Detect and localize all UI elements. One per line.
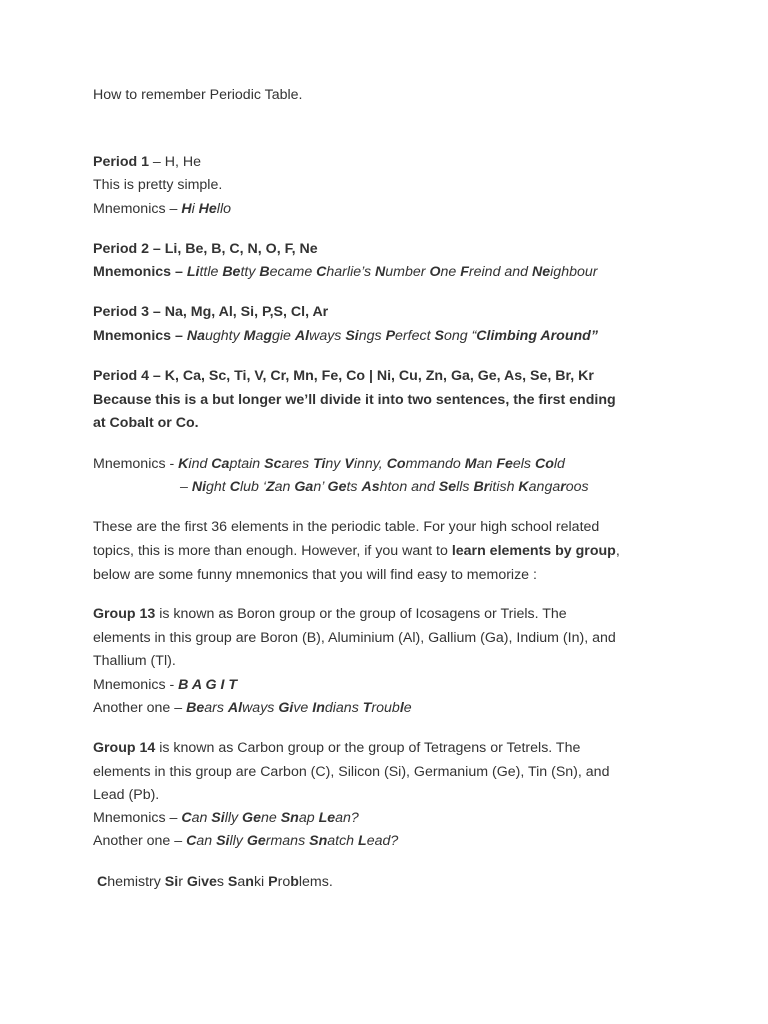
text-run: oos (565, 479, 589, 495)
period3-mnemonic-line (93, 327, 598, 345)
period1-mnemonic (181, 201, 231, 217)
text-run: itish (489, 479, 519, 495)
text-run: ro (277, 874, 291, 890)
period1-mnemonic-label: Mnemonics – (93, 201, 182, 217)
group13-heading: Group 13 (93, 606, 156, 622)
text-run: Al (294, 328, 310, 344)
period3-mnemonic-label: Mnemonics – (93, 328, 187, 344)
text-run: a (274, 479, 283, 495)
text-run: harlie’s (326, 264, 376, 280)
text-run: C (181, 810, 192, 826)
group13-line1 (93, 605, 567, 623)
text-run: erfect (395, 328, 435, 344)
text-run: Z (265, 479, 275, 495)
text-run: Co (386, 456, 406, 472)
text-run: a (255, 328, 264, 344)
period1-mnemonic-line (93, 200, 231, 218)
text-run: G (186, 874, 198, 890)
text-run: i (197, 874, 202, 890)
text-run: an (191, 810, 212, 826)
text-run: Ge (327, 479, 347, 495)
text-run: lems. (298, 874, 333, 890)
period1-heading: Period 1 (93, 154, 149, 170)
text-run: n (245, 874, 254, 890)
period2-mnemonic (187, 264, 598, 280)
text-run: lub ‘ (239, 479, 266, 495)
text-run: ways (309, 328, 346, 344)
text-run: ny (325, 456, 345, 472)
text-run: e (366, 833, 375, 849)
text-run: gie (272, 328, 295, 344)
closing-mnemonic (93, 873, 333, 891)
text-run: l (399, 700, 404, 716)
group14-another (186, 833, 398, 849)
text-run: V (344, 456, 354, 472)
text-run: ways (242, 700, 279, 716)
group14-line2: elements in this group are Carbon (C), Silicon (Si), Germanium (Ge), Tin (Sn), and (93, 764, 610, 780)
text-run: ld (553, 456, 565, 472)
text-run: lly (224, 810, 243, 826)
intro-line2-end: , (615, 543, 620, 559)
text-run: ad? (374, 833, 399, 849)
text-run: Si (211, 810, 225, 826)
text-run: As (361, 479, 380, 495)
text-run: n (282, 479, 295, 495)
text-run: Si (345, 328, 359, 344)
text-run: anga (528, 479, 561, 495)
text-run: K (518, 479, 529, 495)
group13-mnemonic: B A G I T (178, 677, 238, 693)
text-run: Ge (242, 810, 261, 826)
text-run: lly (229, 833, 247, 849)
period1-dash: – (148, 154, 165, 170)
text-run: Al (227, 700, 243, 716)
text-run: ttle (199, 264, 223, 280)
text-run: roub (371, 700, 400, 716)
text-run: Sn (309, 833, 328, 849)
text-run: umber (385, 264, 430, 280)
group14-mnemonic-line (93, 809, 359, 827)
text-run: S (434, 328, 444, 344)
period4-mnemonic-line2 (93, 478, 589, 496)
text-run: S (227, 874, 238, 890)
text-run: Le (318, 810, 336, 826)
text-run: T (362, 700, 372, 716)
text-run: Co (534, 456, 554, 472)
group13-line3: Thallium (Tl). (93, 653, 176, 669)
text-run: inny, (353, 456, 387, 472)
text-run: Ne (532, 264, 551, 280)
text-run: Ni (191, 479, 207, 495)
text-run: ne (440, 264, 461, 280)
period1-heading-line (93, 153, 201, 171)
group13-another-label: Another one – (93, 700, 187, 716)
text-run: an (476, 456, 497, 472)
text-run: tty (240, 264, 260, 280)
group14-line1 (93, 739, 580, 757)
text-run: ngs (358, 328, 386, 344)
text-run: mmando (405, 456, 465, 472)
group14-line1-rest: is known as Carbon group or the group of Tetragens or Tetrels. The (155, 740, 581, 756)
text-run: M (243, 328, 256, 344)
period4-mnemonic-label: Mnemonics - (93, 456, 179, 472)
period4-note-line1: Because this is a but longer we’ll divide it into two sentences, the first ending (93, 392, 616, 408)
text-run: b (290, 874, 299, 890)
text-run: n’ (313, 479, 328, 495)
period1-note: This is pretty simple. (93, 177, 223, 193)
text-run: ts (346, 479, 362, 495)
text-run: i (191, 201, 199, 217)
text-run: dians (324, 700, 363, 716)
period4-mnemonic-line1 (93, 455, 565, 473)
text-run: Ca (211, 456, 230, 472)
period2-mnemonic-label: Mnemonics – (93, 264, 187, 280)
group14-heading: Group 14 (93, 740, 156, 756)
period2-heading: Period 2 – Li, Be, B, C, N, O, F, Ne (93, 241, 318, 257)
group14-line3: Lead (Pb). (93, 787, 160, 803)
text-run: Na (186, 328, 205, 344)
text-run: Li (186, 264, 200, 280)
group13-mnemonic-line (93, 676, 237, 694)
group14-mnemonic (181, 810, 359, 826)
text-run: L (358, 833, 367, 849)
text-run: Ti (313, 456, 326, 472)
text-run: Si (164, 874, 179, 890)
text-run: He (198, 201, 217, 217)
text-run: imbing Around” (490, 328, 598, 344)
intro-line2-bold: learn elements by group (451, 543, 616, 559)
text-run: B (186, 700, 197, 716)
text-run: B (259, 264, 270, 280)
period4-mnemonic2 (180, 479, 589, 495)
text-run: s (216, 874, 228, 890)
text-run: Si (216, 833, 230, 849)
text-run: atch (327, 833, 359, 849)
text-run: N (375, 264, 386, 280)
text-run: Sn (280, 810, 299, 826)
document-title: How to remember Periodic Table. (93, 87, 303, 103)
text-run: ve (293, 700, 313, 716)
group13-another (186, 700, 412, 716)
text-run: ars (204, 700, 228, 716)
text-run: Cl (476, 328, 491, 344)
text-run: F (460, 264, 469, 280)
text-run: e (196, 700, 205, 716)
closing-mnemonic-text (97, 874, 333, 890)
text-run: hemistry (107, 874, 165, 890)
group13-mnemonic-label: Mnemonics - (93, 677, 179, 693)
text-run: ki (253, 874, 269, 890)
text-run: C (229, 479, 240, 495)
intro-line1: These are the first 36 elements in the periodic table. For your high school related (93, 519, 600, 535)
group14-another-label: Another one – (93, 833, 187, 849)
text-run: C (186, 833, 197, 849)
text-run: Se (438, 479, 457, 495)
text-run: ughty (204, 328, 244, 344)
group14-mnemonic-label: Mnemonics – (93, 810, 182, 826)
text-run: els (512, 456, 535, 472)
text-run: ecame (269, 264, 317, 280)
text-run: g (263, 328, 273, 344)
intro-line2-text: topics, this is more than enough. However, if you want to (93, 543, 452, 559)
text-run: an (196, 833, 217, 849)
text-run: Ga (294, 479, 314, 495)
group14-another-line (93, 832, 398, 850)
period3-mnemonic (187, 328, 598, 344)
text-run: i (188, 456, 192, 472)
group13-line2: elements in this group are Boron (B), Aluminium (Al), Gallium (Ga), Indium (In), and (93, 630, 616, 646)
period4-mnemonic1 (178, 456, 565, 472)
text-run: i (289, 700, 294, 716)
text-run: ap (298, 810, 319, 826)
text-run: C (97, 874, 108, 890)
text-run: r (560, 479, 566, 495)
text-run: Br (473, 479, 490, 495)
text-run: hton and (379, 479, 439, 495)
text-run: r (178, 874, 187, 890)
period1-elements: H, He (164, 154, 202, 170)
text-run: G (278, 700, 290, 716)
text-run: P (385, 328, 396, 344)
text-run: e (403, 700, 412, 716)
text-run: Sc (264, 456, 282, 472)
text-run: an? (335, 810, 359, 826)
text-run: In (312, 700, 325, 716)
text-run: K (178, 456, 189, 472)
text-run: ong “ (443, 328, 477, 344)
period3-heading: Period 3 – Na, Mg, Al, Si, P,S, Cl, Ar (93, 304, 329, 320)
text-run: reind and (468, 264, 533, 280)
text-run: Fe (496, 456, 513, 472)
text-run: nd (191, 456, 212, 472)
group13-another-line (93, 699, 412, 717)
text-run: H (181, 201, 192, 217)
text-run: ne (260, 810, 281, 826)
text-run: ve (201, 874, 217, 890)
intro-line3: below are some funny mnemonics that you will find easy to memorize : (93, 567, 537, 583)
text-run: Be (222, 264, 241, 280)
text-run: ght (206, 479, 230, 495)
text-run: M (464, 456, 477, 472)
period4-note-line2: at Cobalt or Co. (93, 415, 199, 431)
text-run: C (316, 264, 327, 280)
text-run: P (268, 874, 278, 890)
intro-line2 (93, 542, 620, 560)
text-run: ptain (229, 456, 265, 472)
text-run: rmans (265, 833, 310, 849)
period4-heading: Period 4 – K, Ca, Sc, Ti, V, Cr, Mn, Fe, Co | Ni, Cu, Zn, Ga, Ge, As, Se, Br, Kr (93, 368, 594, 384)
text-run: O (429, 264, 441, 280)
text-run: llo (216, 201, 231, 217)
text-run: Ge (246, 833, 266, 849)
period2-mnemonic-line (93, 263, 598, 281)
text-run: lls (456, 479, 474, 495)
text-run: ares (281, 456, 314, 472)
text-run: a (237, 874, 246, 890)
text-run: – (180, 479, 192, 495)
group13-line1-rest: is known as Boron group or the group of Icosagens or Triels. The (155, 606, 567, 622)
text-run: ighbour (550, 264, 598, 280)
